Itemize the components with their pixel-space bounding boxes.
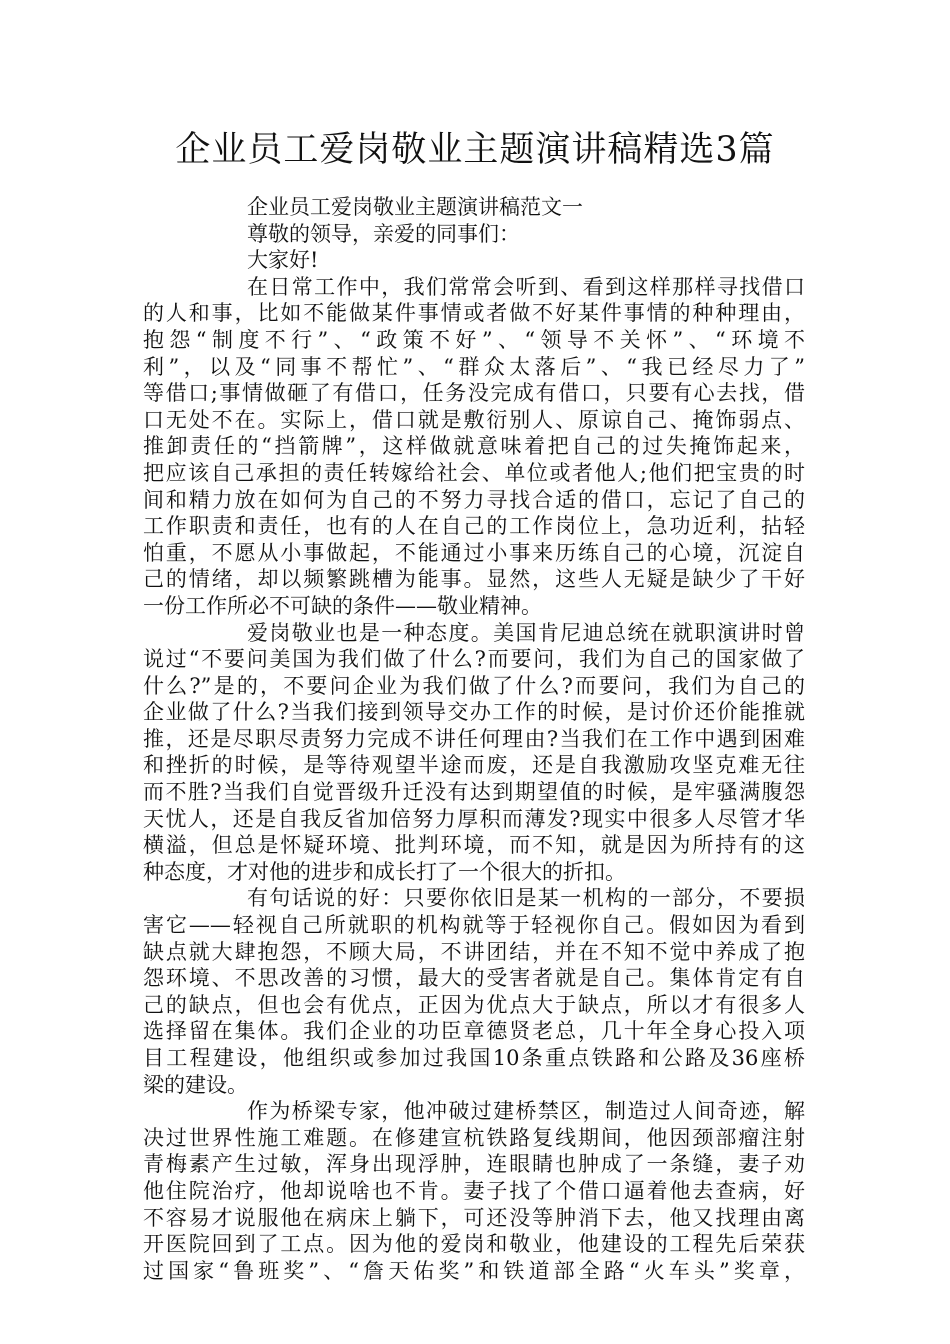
text-line: 间和精力放在如何为自己的不努力寻找合适的借口，忘记了自己的 — [143, 487, 805, 512]
text-line: 把应该自己承担的责任转嫁给社会、单位或者他人;他们把宝贵的时 — [143, 460, 805, 485]
text-line: 怕重，不愿从小事做起，不能通过小事来历练自己的心境，沉淀自 — [143, 540, 805, 565]
document-body — [143, 194, 805, 1284]
text-line: 开医院回到了工点。因为他的爱岗和敬业，他建设的工程先后荣获 — [143, 1232, 805, 1257]
text-line: 口无处不在。实际上，借口就是敷衍别人、原谅自己、掩饰弱点、 — [143, 407, 805, 432]
text-line: 推卸责任的“挡箭牌”，这样做就意味着把自己的过失掩饰起来， — [143, 434, 805, 459]
text-line: 过国家“鲁班奖”、“詹天佑奖”和铁道部全路“火车头”奖章， — [143, 1258, 805, 1283]
text-line: 青梅素产生过敏，浑身出现浮肿，连眼睛也肿成了一条缝，妻子劝 — [143, 1152, 805, 1177]
text-line: 怨环境、不思改善的习惯，最大的受害者就是自己。集体肯定有自 — [143, 966, 805, 991]
text-line: 工作职责和责任，也有的人在自己的工作岗位上，急功近利，拈轻 — [143, 514, 805, 539]
document-title: 企业员工爱岗敬业主题演讲稿精选3篇 — [175, 130, 775, 170]
text-line: 己的缺点，但也会有优点，正因为优点大于缺点，所以才有很多人 — [143, 992, 805, 1017]
text-line: 横溢，但总是怀疑环境、批判环境，而不知，就是因为所持有的这 — [143, 833, 805, 858]
text-line: 种态度，才对他的进步和成长打了一个很大的折扣。 — [143, 859, 626, 884]
text-line: 企业做了什么?当我们接到领导交办工作的时候，是讨价还价能推就 — [143, 700, 805, 725]
text-line: 的人和事，比如不能做某件事情或者做不好某件事情的种种理由， — [143, 301, 805, 326]
text-line: 企业员工爱岗敬业主题演讲稿范文一 — [247, 195, 583, 219]
text-line: 他住院治疗，他却说啥也不肯。妻子找了个借口逼着他去查病，好 — [143, 1178, 805, 1203]
text-line: 而不胜?当我们自觉晋级升迁没有达到期望值的时候，是牢骚满腹怨 — [143, 780, 805, 805]
text-line: 目工程建设，他组织或参加过我国10条重点铁路和公路及36座桥 — [143, 1046, 805, 1070]
text-line: 爱岗敬业也是一种态度。美国肯尼迪总统在就职演讲时曾 — [247, 620, 805, 645]
text-line: 大家好! — [247, 248, 319, 273]
text-line: 利”，以及“同事不帮忙”、“群众太落后”、“我已经尽力了” — [143, 354, 805, 379]
text-line: 有句话说的好：只要你依旧是某一机构的一部分，不要损 — [247, 886, 805, 911]
text-line: 选择留在集体。我们企业的功臣章德贤老总，几十年全身心投入项 — [143, 1019, 805, 1044]
text-line: 害它——轻视自己所就职的机构就等于轻视你自己。假如因为看到 — [143, 913, 805, 938]
text-line: 尊敬的领导，亲爱的同事们： — [247, 221, 520, 246]
text-line: 和挫折的时候，是等待观望半途而废，还是自我激励攻坚克难无往 — [143, 753, 805, 778]
text-line: 抱怨“制度不行”、“政策不好”、“领导不关怀”、“环境不 — [143, 327, 805, 352]
text-line: 什么?”是的，不要问企业为我们做了什么?而要问，我们为自己的 — [143, 673, 805, 698]
text-line: 缺点就大肆抱怨，不顾大局，不讲团结，并在不知不觉中养成了抱 — [143, 939, 805, 964]
text-line: 决过世界性施工难题。在修建宣杭铁路复线期间，他因颈部瘤注射 — [143, 1125, 805, 1150]
text-line: 不容易才说服他在病床上躺下，可还没等肿消下去，他又找理由离 — [143, 1205, 805, 1230]
text-line: 梁的建设。 — [143, 1072, 248, 1097]
text-line: 说过“不要问美国为我们做了什么?而要问，我们为自己的国家做了 — [143, 647, 805, 672]
text-line: 己的情绪，却以频繁跳槽为能事。显然，这些人无疑是缺少了干好 — [143, 567, 805, 592]
text-line: 在日常工作中，我们常常会听到、看到这样那样寻找借口 — [247, 274, 805, 299]
text-line: 推，还是尽职尽责努力完成不讲任何理由?当我们在工作中遇到困难 — [143, 726, 805, 751]
text-line: 作为桥梁专家，他冲破过建桥禁区，制造过人间奇迹，解 — [247, 1099, 805, 1124]
text-line: 等借口;事情做砸了有借口，任务没完成有借口，只要有心去找，借 — [143, 381, 805, 406]
text-line: 天忧人，还是自我反省加倍努力厚积而薄发?现实中很多人尽管才华 — [143, 806, 805, 831]
text-line: 一份工作所必不可缺的条件——敬业精神。 — [143, 593, 542, 618]
